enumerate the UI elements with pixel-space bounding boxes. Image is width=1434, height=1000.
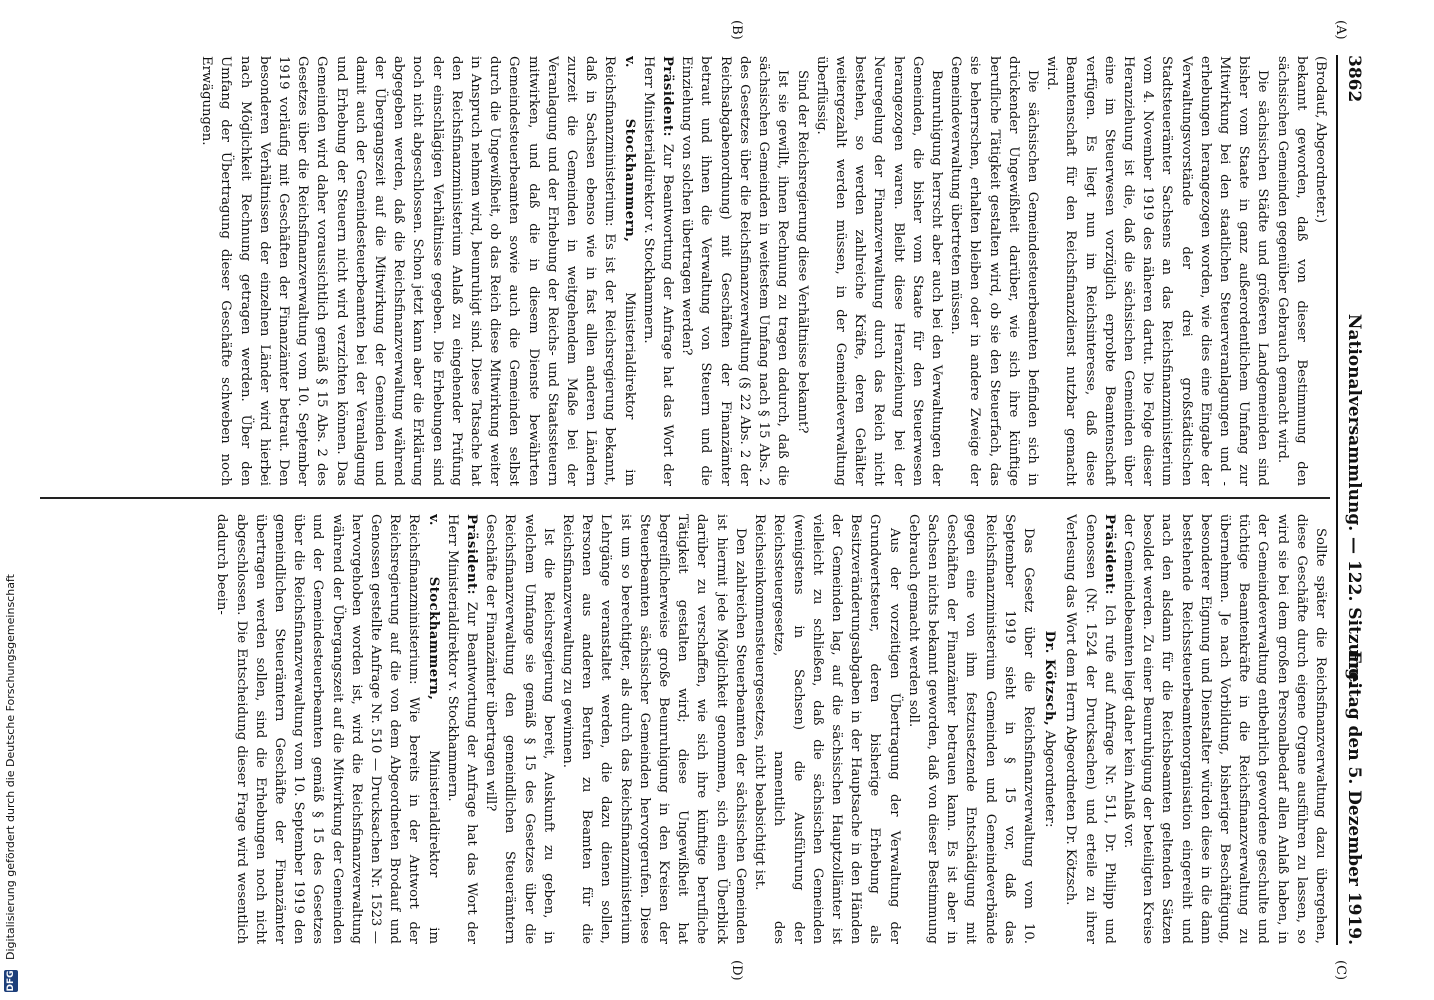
page-title: Nationalversammlung. — 122. Sitzung. bbox=[1344, 313, 1364, 687]
margin-marker-b: (B) bbox=[729, 20, 744, 40]
page-number: 3862 bbox=[1344, 55, 1364, 103]
paragraph: Aus der vorzeitigen Übertragung der Verwaltung der Grundwertsteuer, deren bisherige Erhebung als Besitzveränderungsabgaben in der Hauptsache in den Händen der Gemeinden lag, auf die sächsischen Hauptzollämter ist vielleicht zu schließen, daß die sächsischen Gemeinden (wenigstens in Sachsen) die Ausführung der Reichssteuergesetze, namentlich des Reichseinkommensteuergesetzes, nicht beabsichtigt ist. bbox=[752, 514, 902, 944]
paragraph: Das Gesetz über die Reichsfinanzverwaltung vom 10. September 1919 sieht in § 15 vor, daß das Reichsfinanzministerium Gemeinden und Gemeindeverbände gegen eine von ihm festzusetzende Entschädigung mit Geschäften der Finanzämter betrauen kann. Es ist aber in Sachsen nichts bekannt geworden, daß von dieser Bestimmung Gebrauch gemacht werden soll. bbox=[905, 514, 1036, 944]
speech-president bbox=[639, 56, 677, 486]
paragraph: Die sächsischen Städte und größeren Landgemeinden sind bisher vom Staate in ganz außerordentlichem Umfang zur Mitwirkung bei den staatlichen Steuerveranlagungen und -erhebungen herangezogen worden, wie dies eine Eingabe der Verwaltungsvorstände der drei großstädtischen Stadtsteuerämter Sachsens an das Reichsfinanzministerium vom 4. November 1919 des näheren dartut. Die Folge dieser Heranziehung ist die, daß die sächsischen Gemeinden über eine im Steuerwesen vorzüglich erprobte Beamtenschaft verfügen. Es liegt nun im Reichsinteresse, daß diese Beamtenschaft für den Reichsfinanzdienst nutzbar gemacht wird. bbox=[1044, 56, 1271, 486]
margin-marker-a: (A) bbox=[1333, 20, 1348, 40]
session-date: Freitag den 5. Dezember 1919. bbox=[1344, 650, 1364, 945]
speaker-name: v. Stockhammern, bbox=[425, 514, 441, 701]
left-column bbox=[40, 56, 1330, 486]
header-rule bbox=[1336, 55, 1338, 945]
speech-president bbox=[443, 514, 481, 944]
paragraph: Ist die Reichsregierung bereit, Auskunft zu geben, in welchem Umfange sie gemäß § 15 des Gesetzes über die Reichsfinanzverwaltung den gemeindlichen Steuerämtern Geschäfte der Finanzämter übertragen will? bbox=[483, 514, 556, 944]
paragraph: Ist sie gewillt, ihnen Rechnung zu tragen dadurch, daß die sächsischen Gemeinden in weitestem Umfang nach § 15 Abs. 2 des Gesetzes über die Reichsfinanzverwaltung (§ 22 Abs. 2 der Reichsabgabenordnung) mit Geschäften der Finanzämter betraut und ihnen die Verwaltung von Steuern und die Einziehung von solchen übertragen werden? bbox=[679, 56, 791, 486]
speech-text: Zur Beantwortung der Anfrage hat das Wort der Herr Ministerialdirektor v. Stockhammern. bbox=[444, 514, 480, 944]
speaker-role: Abgeordneter: bbox=[1042, 730, 1058, 828]
paragraph: Sind der Reichsregierung diese Verhältnisse bekannt? bbox=[794, 70, 810, 434]
speech-stockhammern bbox=[197, 56, 639, 486]
footer-credit-wrapper bbox=[0, 0, 20, 1000]
paragraph: Den zahlreichen Steuerbeamten der sächsischen Gemeinden ist hiermit jede Möglichkeit genommen, sich einen Überblick darüber zu verschaffen, wie sich ihre künftige berufliche Tätigkeit gestalten wird; diese Ungewißheit hat begreiflicherweise große Beunruhigung in den Kreisen der Steuerbeamten sächsischer Gemeinden hervorgerufen. Diese ist um so berechtigter, als durch das Reichsfinanzministerium Lehrgänge veranstaltet werden, die dazu dienen sollen, Personen aus anderen Berufen zu Beamten für die Reichsfinanzverwaltung zu gewinnen. bbox=[560, 514, 748, 944]
speech-koetzsch-heading bbox=[1040, 514, 1059, 944]
column-divider bbox=[40, 497, 1330, 499]
speaker-name: Präsident: bbox=[1101, 514, 1117, 596]
speech-text: Zur Beantwortung der Anfrage hat das Wort der Herr Ministerialdirektor v. Stockhammern. bbox=[640, 56, 676, 486]
speech-president bbox=[1061, 514, 1119, 944]
paragraph: Beunruhigung herrscht aber auch bei den Verwaltungen der Gemeinden, die bisher vom Staate für den Steuerwesen herangezogen waren. Bleibt diese Heranziehung bei der Neuregelung der Finanzverwaltung durch das Reich nicht bestehen, so werden zahlreiche Kräfte, deren Gehälter weitergezahlt werden müssen, in der Gemeindeverwaltung überflüssig. bbox=[813, 56, 944, 486]
speaker-attribution: (Brodauf, Abgeordneter.) bbox=[1313, 56, 1328, 224]
page-header bbox=[1340, 55, 1368, 945]
speaker-name: Dr. Kötzsch, bbox=[1042, 630, 1058, 727]
paragraph: Die sächsischen Gemeindesteuerbeamten befinden sich in drückender Ungewißheit darüber, wie sich ihre künftige berufliche Tätigkeit gestalten wird, ob sie den Steuerfach, das sie beherrschen, erhalten bleiben oder in andere Zweige der Gemeindeverwaltung übertreten müssen. bbox=[948, 56, 1040, 486]
footer-credit: Digitalisierung gefördert durch die Deutsche Forschungsgemeinschaft bbox=[4, 574, 17, 960]
dfg-logo: DFG bbox=[6, 970, 16, 992]
speaker-name: Präsident: bbox=[464, 514, 480, 596]
speech-text: Ministerialdirektor im Reichsfinanzministerium: Wie bereits in der Antwort der Reichsregierung auf die von dem Abgeordneten Brodauf und Genossen gestellte Anfrage Nr. 510 — Drucksachen Nr. 1523 — hervorgehoben worden ist, wird die Reichsfinanzverwaltung während der Übergangszeit auf die Mitwirkung der Gemeinden und der Gemeindesteuerbeamten gemäß § 15 des Gesetzes über die Reichsfinanzverwaltung vom 10. September 1919 den gemeindlichen Steuerämtern Geschäfte der Finanzämter übertragen werden sollen, sind die Erhebungen noch nicht abgeschlossen. Die Entscheidung dieser Frage wird wesentlich dadurch beein- bbox=[214, 514, 441, 944]
margin-marker-d: (D) bbox=[729, 960, 744, 981]
paragraph: Sollte später die Reichsfinanzverwaltung dazu übergehen, diese Geschäfte durch eigene Organe ausführen zu lassen, so wird sie bei dem großen Personalbedarf allen Anlaß haben, in der Gemeindeverwaltung entbehrlich gewordene geschulte und tüchtige Beamtenkräfte in die Reichsfinanzverwaltung zu übernehmen. Je nach Vorbildung, bisheriger Beschäftigung, besonderer Eignung und Dienstalter würden diese in die dann bestehende Reichssteuerbeamtenorganisation eingereiht und nach den alsdann für die Reichsbeamten geltenden Sätzen besoldet werden. Zu einer Beunruhigung der beteiligten Kreise der Gemeindebeamten liegt daher kein Anlaß vor. bbox=[1120, 514, 1328, 944]
margin-marker-c: (C) bbox=[1333, 960, 1348, 981]
speech-stockhammern bbox=[212, 514, 442, 944]
speaker-name: v. Stockhammern, bbox=[621, 56, 637, 243]
speaker-name: Präsident: bbox=[660, 56, 676, 138]
right-column bbox=[40, 514, 1330, 944]
paragraph: bekannt geworden, daß von dieser Bestimmung den sächsischen Gemeinden gegenüber Gebrauch gemacht wird. bbox=[1274, 56, 1309, 486]
speech-text: Ministerialdirektor im Reichsfinanzministerium: Es ist der Reichsregierung bekannt, daß in Sachsen ebenso wie in fast allen anderen Ländern zurzeit die Gemeinden in weitgehendem Maße bei der Veranlagung und der Erhebung der Reichs- und Staatssteuern mitwirken, und daß die in diesem Dienste bewährten Gemeindesteuerbeamten sowie auch die Gemeinden selbst durch die Ungewißheit, ob das Reich diese Mitwirkung weiter in Anspruch nehmen wird, beunruhigt sind. Diese Tatsache hat den Reichsfinanzministerium Anlaß zu eingehender Prüfung der einschlägigen Verhältnisse gegeben. Die Erhebungen sind noch nicht abgeschlossen. Schon jetzt kann aber die Erklärung abgegeben werden, daß die Reichsfinanzverwaltung während der Übergangszeit auf die Mitwirkung der Gemeinden und damit auch der Gemeindesteuerbeamten bei der Veranlagung und Erhebung der Steuern nicht wird verzichten können. Das Gemeinden wird daher voraussichtlich gemäß § 15 Abs. 2 des Gesetzes über die Reichsfinanzverwaltung vom 10. September 1919 vorläufig mit Geschäften der Finanzämter betraut. Den besonderen Verhältnissen der einzelnen Länder wird hierbei nach Möglichkeit Rechnung getragen werden. Über den Umfang der Übertragung dieser Geschäfte schweben noch Erwägungen. bbox=[199, 56, 637, 486]
speech-text: Ich rufe auf Anfrage Nr. 511, Dr. Philipp und Genossen (Nr. 1524 der Drucksachen) und erteile zu ihrer Verlesung das Wort dem Herrn Abgeordneten Dr. Kötzsch. bbox=[1063, 514, 1117, 944]
